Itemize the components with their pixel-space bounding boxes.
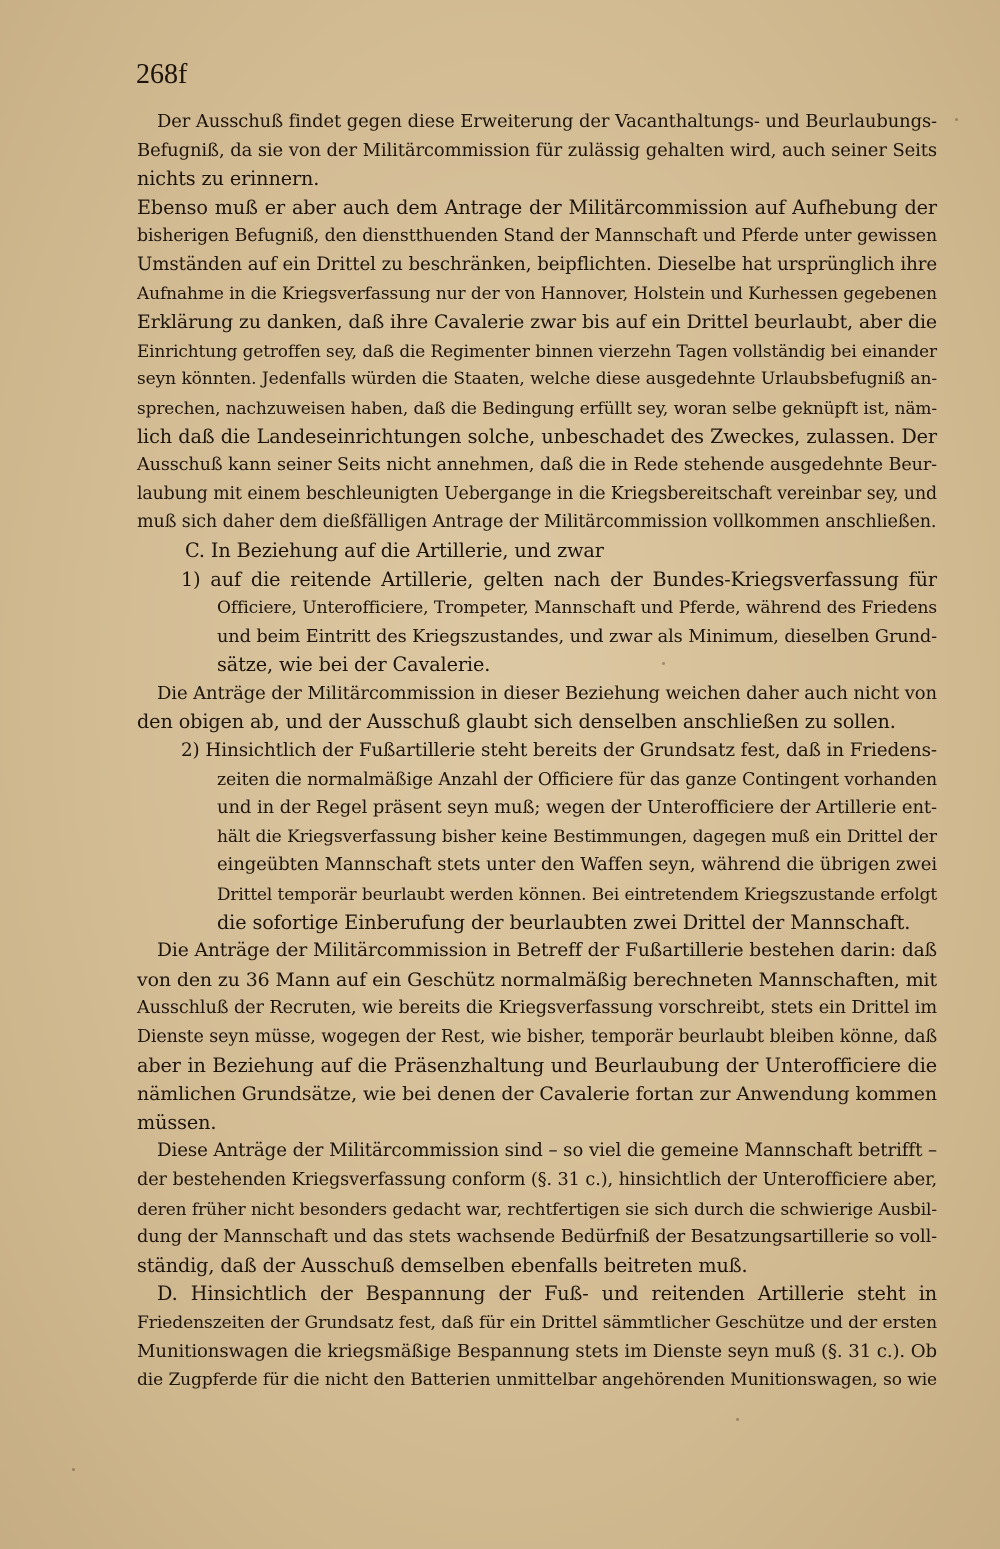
text-line: sprechen, nachzuweisen haben, daß die Bedingung erfüllt sey, woran selbe geknüpft ist, näm-	[137, 397, 937, 418]
text-line: seyn könnten. Jedenfalls würden die Staaten, welche diese ausgedehnte Urlaubsbefugniß an-	[137, 369, 937, 390]
text-line: Der Ausschuß findet gegen diese Erweiterung der Vacanthaltungs- und Beurlaubungs-	[157, 111, 937, 132]
text-line: Friedenszeiten der Grundsatz fest, daß für ein Drittel sämmtlicher Geschütze und der ersten	[137, 1312, 937, 1333]
text-line: sätze, wie bei der Cavalerie.	[217, 653, 491, 677]
text-line: der bestehenden Kriegsverfassung conform (§. 31 c.), hinsichtlich der Unterofficiere aber,	[137, 1169, 937, 1190]
text-line: 1) auf die reitende Artillerie, gelten nach der Bundes-Kriegsverfassung für	[181, 567, 937, 591]
text-line: Diese Anträge der Militärcommission sind – so viel die gemeine Mannschaft betrifft –	[157, 1140, 937, 1162]
page-number-value: 268	[136, 59, 178, 90]
text-line: Ausschuß kann seiner Seits nicht annehmen, daß die in Rede stehende ausgedehnte Beur-	[137, 455, 937, 476]
text-line: von den zu 36 Mann auf ein Geschütz normalmäßig berechneten Mannschaften, mit	[137, 968, 937, 991]
text-line: Dienste seyn müsse, wogegen der Rest, wie bisher, temporär beurlaubt bleiben könne, daß	[137, 1027, 937, 1047]
text-line: Officiere, Unterofficiere, Trompeter, Mannschaft und Pferde, während des Friedens	[217, 598, 937, 619]
text-line: aber in Beziehung auf die Präsenzhaltung und Beurlaubung der Unterofficiere die	[137, 1053, 937, 1077]
paper-speck	[72, 1468, 75, 1471]
page-number	[136, 58, 187, 92]
text-line: ständig, daß der Ausschuß demselben ebenfalls beitreten muß.	[137, 1253, 748, 1277]
text-line: nichts zu erinnern.	[137, 167, 320, 191]
text-line: deren früher nicht besonders gedacht war, rechtfertigen sie sich durch die schwierige Ausbil-	[137, 1198, 937, 1219]
text-line: 2) Hinsichtlich der Fußartillerie steht bereits der Grundsatz fest, daß in Friedens-	[181, 740, 937, 762]
text-line: eingeübten Mannschaft stets unter den Waffen seyn, während die übrigen zwei	[217, 854, 937, 876]
text-line: und beim Eintritt des Kriegszustandes, und zwar als Minimum, dieselben Grund-	[217, 626, 937, 647]
text-line: zeiten die normalmäßige Anzahl der Officiere für das ganze Contingent vorhanden	[217, 769, 937, 790]
body-text	[137, 108, 937, 1395]
text-line: Erklärung zu danken, daß ihre Cavalerie zwar bis auf ein Drittel beurlaubt, aber die	[137, 311, 937, 334]
paper-speck	[955, 118, 958, 121]
text-line: Aufnahme in die Kriegsverfassung nur der von Hannover, Holstein und Kurhessen gegebenen	[137, 283, 937, 304]
text-line: Einrichtung getroffen sey, daß die Regimenter binnen vierzehn Tagen vollständig bei einander	[137, 340, 937, 361]
text-line: Munitionswagen die kriegsmäßige Bespannung stets im Dienste seyn muß (§. 31 c.). Ob	[137, 1340, 937, 1362]
text-line: C. In Beziehung auf die Artillerie, und zwar	[185, 538, 604, 562]
text-line: dung der Mannschaft und das stets wachsende Bedürfniß der Besatzungsartillerie so voll-	[137, 1227, 937, 1248]
text-line: lich daß die Landeseinrichtungen solche, unbeschadet des Zweckes, zulassen. Der	[137, 424, 937, 448]
text-line: hält die Kriegsverfassung bisher keine Bestimmungen, dagegen muß ein Drittel der	[217, 826, 937, 847]
text-line: Drittel temporär beurlaubt werden können. Bei eintretendem Kriegszustande erfolgt	[217, 884, 937, 905]
text-line: die sofortige Einberufung der beurlaubten zwei Drittel der Mannschaft.	[217, 910, 911, 934]
text-line: laubung mit einem beschleunigten Uebergange in die Kriegsbereitschaft vereinbar sey, und	[137, 483, 937, 504]
text-line: und in der Regel präsent seyn muß; wegen der Unterofficiere der Artillerie ent-	[217, 797, 937, 819]
text-line: Die Anträge der Militärcommission in Betreff der Fußartillerie bestehen darin: daß	[157, 940, 937, 962]
paper-speck	[662, 662, 665, 665]
text-line: nämlichen Grundsätze, wie bei denen der Cavalerie fortan zur Anwendung kommen	[137, 1083, 937, 1106]
text-line: Umständen auf ein Drittel zu beschränken, beipflichten. Dieselbe hat ursprünglich ihre	[137, 253, 937, 275]
text-line: muß sich daher dem dießfälligen Antrage der Militärcommission vollkommen anschließen.	[137, 512, 937, 533]
text-line: die Zugpferde für die nicht den Batterien unmittelbar angehörenden Munitionswagen, so wie	[137, 1370, 937, 1391]
text-line: müssen.	[137, 1110, 217, 1134]
paper-speck	[736, 1418, 739, 1421]
text-line: bisherigen Befugniß, den dienstthuenden Stand der Mannschaft und Pferde unter gewissen	[137, 226, 937, 247]
page-number-suffix: f	[178, 59, 188, 90]
text-line: den obigen ab, und der Ausschuß glaubt sich denselben anschließen zu sollen.	[137, 710, 896, 734]
text-line: Die Anträge der Militärcommission in dieser Beziehung weichen daher auch nicht von	[157, 682, 937, 704]
text-line: Ebenso muß er aber auch dem Antrage der Militärcommission auf Aufhebung der	[137, 195, 937, 219]
text-line: Befugniß, da sie von der Militärcommission für zulässig gehalten wird, auch seiner Seits	[137, 139, 937, 161]
text-line: D. Hinsichtlich der Bespannung der Fuß- und reitenden Artillerie steht in	[157, 1282, 937, 1306]
text-line: Ausschluß der Recruten, wie bereits die Kriegsverfassung vorschreibt, stets ein Drittel im	[137, 998, 937, 1019]
